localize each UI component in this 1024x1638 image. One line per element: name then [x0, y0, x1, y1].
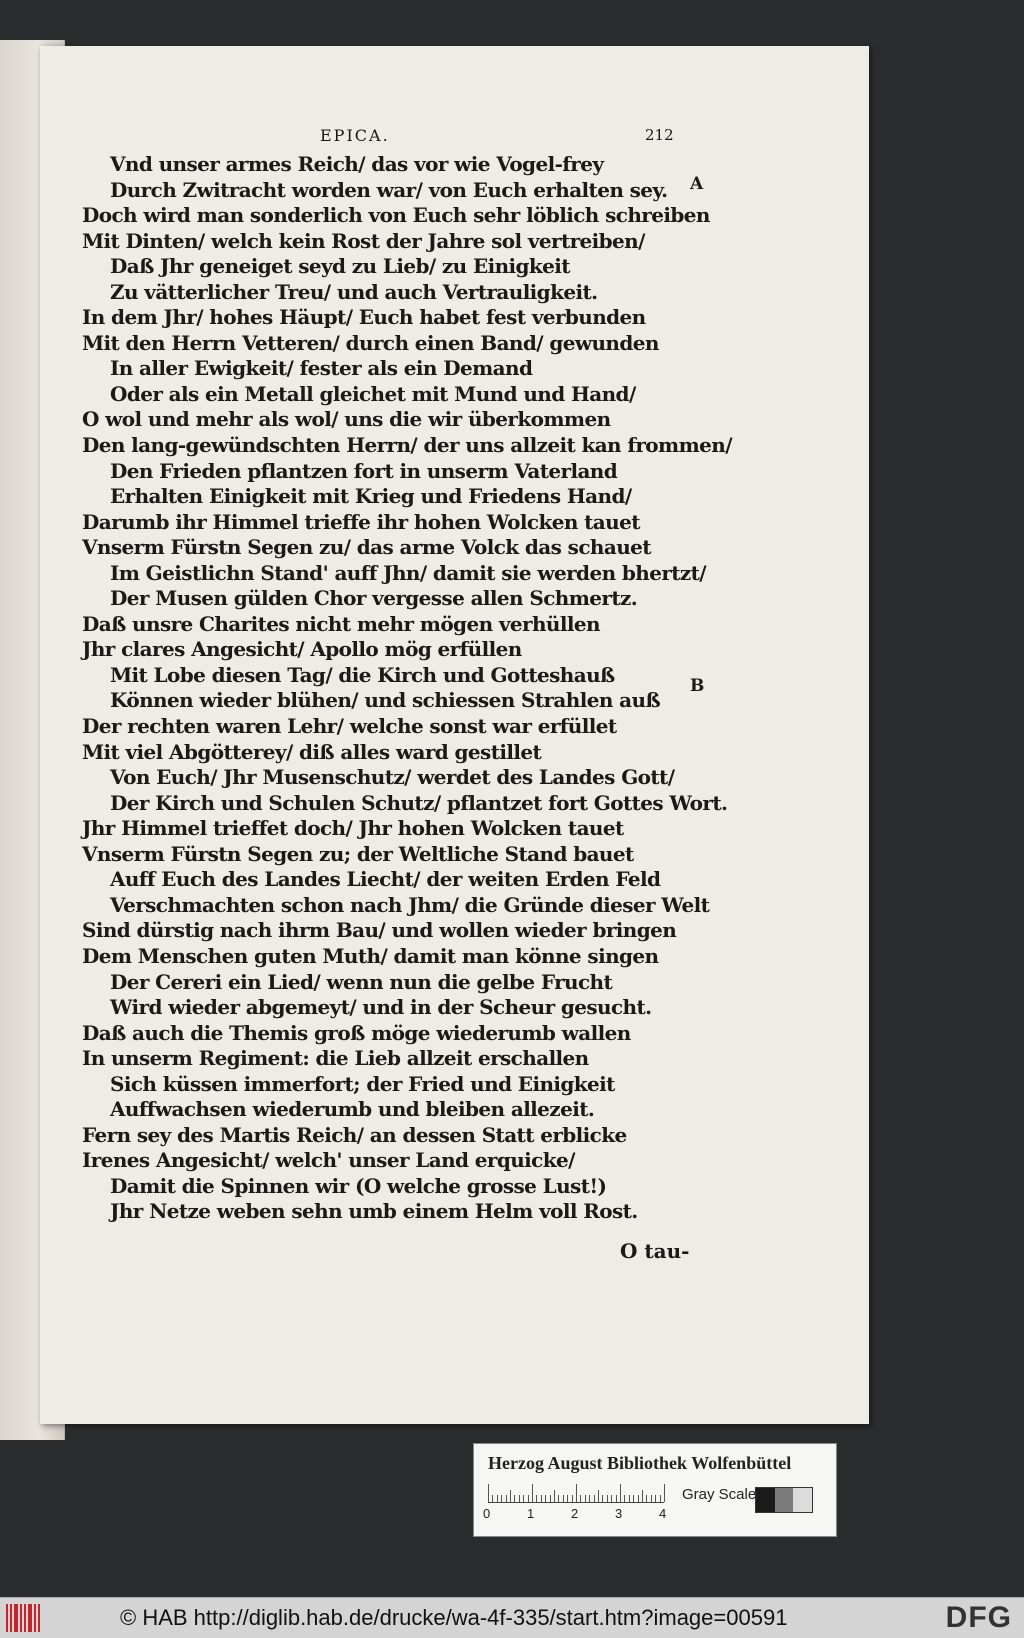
ruler-tick — [616, 1495, 617, 1502]
poem-line: Mit Dinten/ welch kein Rost der Jahre sol vertreiben/ — [82, 228, 645, 253]
poem-line: Sind dürstig nach ihrm Bau/ und wollen wieder bringen — [82, 918, 677, 943]
ruler-tick — [642, 1490, 643, 1502]
library-name: Herzog August Bibliothek Wolfenbüttel — [488, 1453, 792, 1473]
ruler-number: 1 — [527, 1506, 535, 1521]
book-page — [40, 46, 869, 1424]
ruler-tick — [589, 1495, 590, 1502]
poem-line: Daß auch die Themis groß möge wiederumb wallen — [82, 1020, 631, 1045]
ruler-tick — [576, 1484, 577, 1502]
ruler-tick — [624, 1495, 625, 1502]
poem-line: Auff Euch des Landes Liecht/ der weiten Erden Feld — [110, 867, 661, 892]
color-target-card — [473, 1443, 837, 1537]
margin-letter-a: A — [690, 174, 704, 194]
ruler-tick — [519, 1495, 520, 1502]
poem-line: Verschmachten schon nach Jhm/ die Gründe dieser Welt — [110, 892, 710, 917]
poem-line: Erhalten Einigkeit mit Krieg und Friedens Hand/ — [110, 484, 632, 509]
poem-line: O wol und mehr als wol/ uns die wir überkommen — [82, 407, 611, 432]
ruler-tick — [528, 1495, 529, 1502]
poem-line: Wird wieder abgemeyt/ und in der Scheur gesucht. — [110, 995, 652, 1020]
poem-line: Von Euch/ Jhr Musenschutz/ werdet des Landes Gott/ — [110, 765, 675, 790]
ruler-tick — [611, 1495, 612, 1502]
gray-swatch — [756, 1488, 775, 1512]
ruler-number: 3 — [615, 1506, 623, 1521]
ruler-tick — [545, 1495, 546, 1502]
running-head: EPICA. — [320, 126, 390, 145]
page-header — [40, 126, 869, 150]
gray-swatch — [793, 1488, 812, 1512]
poem-line: Der rechten waren Lehr/ welche sonst war erfüllet — [82, 714, 617, 739]
poem-line: Vnd unser armes Reich/ das vor wie Vogel-frey — [110, 152, 604, 176]
poem-line: Darumb ihr Himmel trieffe ihr hohen Wolcken tauet — [82, 509, 640, 534]
ruler-tick — [633, 1495, 634, 1502]
ruler-tick — [510, 1490, 511, 1502]
ruler-tick — [664, 1484, 665, 1502]
ruler-tick — [563, 1495, 564, 1502]
hab-logo-icon — [6, 1604, 46, 1632]
poem-line: In aller Ewigkeit/ fester als ein Demand — [110, 356, 533, 381]
ruler-tick — [651, 1495, 652, 1502]
ruler-tick — [506, 1495, 507, 1502]
poem-line: Mit viel Abgötterey/ diß alles ward gestillet — [82, 739, 542, 764]
poem-line: Oder als ein Metall gleichet mit Mund und Hand/ — [110, 381, 636, 406]
poem-line: Daß Jhr geneiget seyd zu Lieb/ zu Einigkeit — [110, 254, 570, 279]
ruler-tick — [602, 1495, 603, 1502]
poem-line: Mit den Herrn Vetteren/ durch einen Band/ gewunden — [82, 330, 659, 355]
poem-line: Fern sey des Martis Reich/ an dessen Statt erblicke — [82, 1122, 627, 1147]
footer-bar — [0, 1597, 1024, 1638]
ruler-tick — [541, 1495, 542, 1502]
ruler-number: 4 — [659, 1506, 667, 1521]
gray-swatch — [775, 1488, 794, 1512]
catchword: O tau- — [620, 1239, 690, 1263]
poem-line: Sich küssen immerfort; der Fried und Einigkeit — [110, 1071, 615, 1096]
poem-line: Zu vätterlicher Treu/ und auch Vertrauligkeit. — [110, 279, 598, 304]
poem-line: Den Frieden pflantzen fort in unserm Vaterland — [110, 458, 618, 483]
poem-line: Durch Zwitracht worden war/ von Euch erhalten sey. — [110, 177, 668, 202]
poem-line: Jhr Netze weben sehn umb einem Helm voll Rost. — [110, 1199, 638, 1224]
poem-line: Damit die Spinnen wir (O welche grosse Lust!) — [110, 1173, 607, 1198]
poem-line: Vnserm Fürstn Segen zu/ das arme Volck das schauet — [82, 535, 651, 560]
gray-scale-swatches — [755, 1487, 813, 1513]
page-number: 212 — [645, 126, 674, 144]
poem-line: Vnserm Fürstn Segen zu; der Weltliche Stand bauet — [82, 841, 634, 866]
ruler-tick — [501, 1495, 502, 1502]
poem-line: Den lang-gewündschten Herrn/ der uns allzeit kan frommen/ — [82, 433, 732, 458]
ruler-tick — [585, 1495, 586, 1502]
ruler-tick — [492, 1495, 493, 1502]
ruler-tick — [536, 1495, 537, 1502]
ruler-number: 0 — [483, 1506, 491, 1521]
ruler-tick — [497, 1495, 498, 1502]
ruler-tick — [554, 1490, 555, 1502]
ruler-tick — [523, 1495, 524, 1502]
ruler-tick — [598, 1490, 599, 1502]
poem-text — [82, 152, 732, 1225]
ruler-tick — [558, 1495, 559, 1502]
ruler-tick — [572, 1495, 573, 1502]
poem-line: Dem Menschen guten Muth/ damit man könne singen — [82, 943, 659, 968]
ruler-tick — [580, 1495, 581, 1502]
margin-letter-b: B — [690, 676, 705, 696]
poem-line: Mit Lobe diesen Tag/ die Kirch und Gotteshauß — [110, 662, 615, 687]
poem-line: Können wieder blühen/ und schiessen Strahlen auß — [110, 688, 661, 713]
ruler-tick — [629, 1495, 630, 1502]
credit-link[interactable]: © HAB http://diglib.hab.de/drucke/wa-4f-335/start.htm?image=00591 — [120, 1605, 788, 1630]
ruler-number: 2 — [571, 1506, 579, 1521]
poem-line: Jhr Himmel trieffet doch/ Jhr hohen Wolcken tauet — [82, 816, 624, 841]
poem-line: Daß unsre Charites nicht mehr mögen verhüllen — [82, 611, 600, 636]
poem-line: Der Cereri ein Lied/ wenn nun die gelbe Frucht — [110, 969, 613, 994]
ruler-tick — [660, 1495, 661, 1502]
poem-line: Auffwachsen wiederumb und bleiben allezeit. — [110, 1097, 595, 1122]
poem-line: In unserm Regiment: die Lieb allzeit erschallen — [82, 1046, 589, 1071]
poem-line: Der Kirch und Schulen Schutz/ pflantzet fort Gottes Wort. — [110, 790, 728, 815]
ruler-tick — [488, 1484, 489, 1502]
ruler-tick — [655, 1495, 656, 1502]
poem-line: In dem Jhr/ hohes Häupt/ Euch habet fest verbunden — [82, 305, 646, 330]
scale-ruler — [488, 1484, 664, 1503]
gray-scale-label: Gray Scale — [682, 1486, 757, 1503]
ruler-tick — [620, 1484, 621, 1502]
ruler-tick — [514, 1495, 515, 1502]
poem-line: Im Geistlichn Stand' auff Jhn/ damit sie werden bhertzt/ — [110, 560, 707, 585]
poem-line: Doch wird man sonderlich von Euch sehr löblich schreiben — [82, 203, 710, 228]
ruler-tick — [607, 1495, 608, 1502]
ruler-tick — [532, 1484, 533, 1502]
ruler-tick — [638, 1495, 639, 1502]
dfg-logo: DFG — [945, 1601, 1012, 1634]
poem-line: Irenes Angesicht/ welch' unser Land erquicke/ — [82, 1148, 575, 1173]
poem-line: Der Musen gülden Chor vergesse allen Schmertz. — [110, 586, 638, 611]
ruler-tick — [550, 1495, 551, 1502]
ruler-tick — [594, 1495, 595, 1502]
ruler-tick — [646, 1495, 647, 1502]
poem-line: Jhr clares Angesicht/ Apollo mög erfüllen — [82, 637, 522, 662]
ruler-tick — [567, 1495, 568, 1502]
